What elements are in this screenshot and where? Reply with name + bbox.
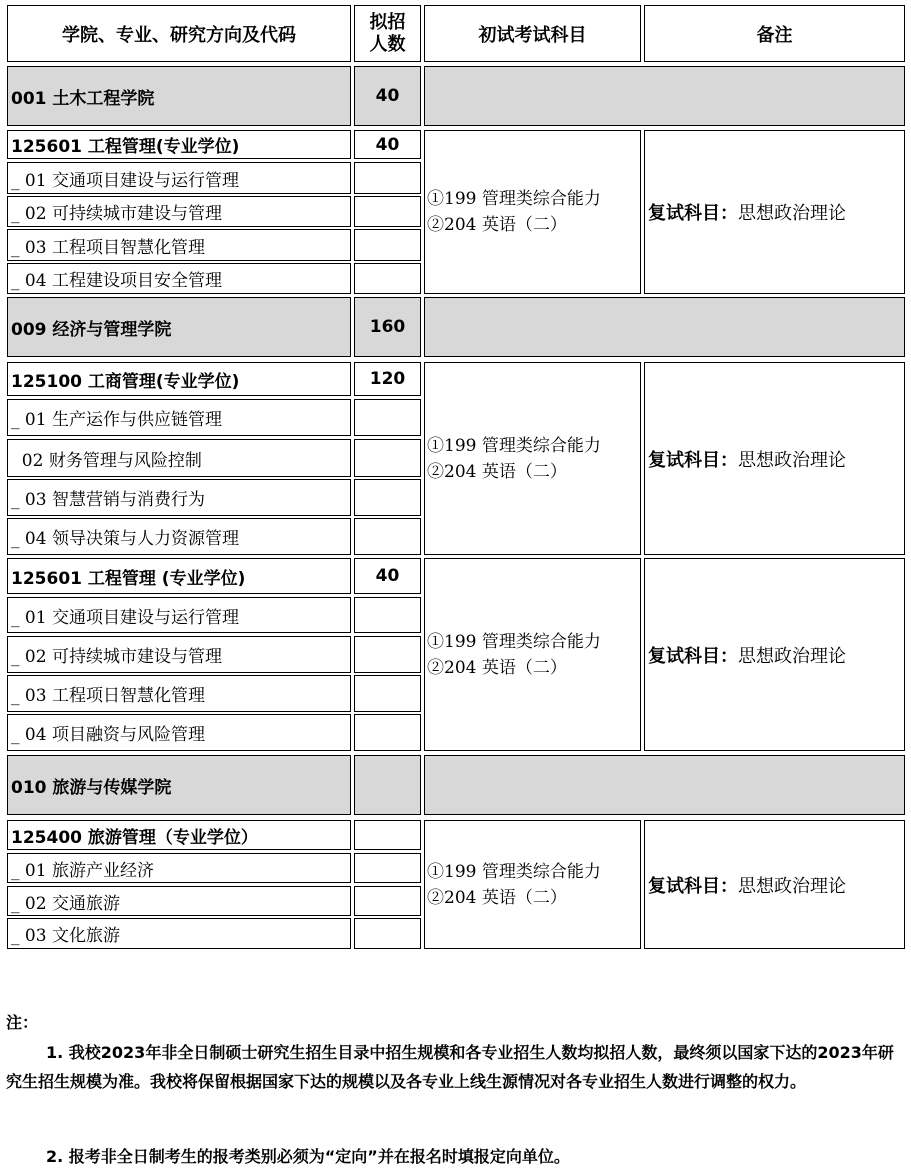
major-count	[354, 558, 421, 594]
header-exam-subjects-label: 初试考试科目	[478, 24, 587, 46]
college-title: 010 旅游与传媒学院	[11, 777, 172, 798]
direction-count	[354, 479, 421, 516]
direction-count	[354, 196, 421, 227]
major-title: 125400 旅游管理（专业学位）	[11, 827, 258, 848]
direction-row	[7, 853, 351, 883]
major-title: 125601 工程管理 (专业学位)	[11, 568, 246, 589]
direction-row	[7, 597, 351, 633]
remark-cell	[644, 820, 905, 949]
exam-subject-2: ②204 英语（二）	[427, 215, 567, 235]
direction-count	[354, 439, 421, 477]
exam-subject-1: ①199 管理类综合能力	[427, 189, 601, 209]
direction-row	[7, 518, 351, 555]
exam-subject-1: ①199 管理类综合能力	[427, 861, 601, 882]
remark-cell	[644, 130, 905, 294]
major-count	[354, 362, 421, 396]
direction-row	[7, 263, 351, 294]
college-blank-009	[424, 297, 905, 357]
remark-cell	[644, 558, 905, 751]
note-item-2: 2. 报考非全日制考生的报考类别必须为“定向”并在报名时填报定向单位。	[46, 1147, 570, 1166]
direction-count	[354, 162, 421, 194]
direction-label: _ 03 智慧营销与消费行为	[11, 490, 205, 510]
header-remarks-label: 备注	[756, 24, 793, 46]
major-title: 125100 工商管理(专业学位)	[11, 371, 240, 392]
header-remarks	[644, 5, 905, 62]
college-title: 009 经济与管理学院	[11, 319, 172, 340]
direction-label: _ 02 可持续城市建设与管理	[11, 647, 222, 667]
direction-row	[7, 399, 351, 436]
exam-subjects-cell	[424, 362, 641, 555]
remark-value: 思想政治理论	[738, 645, 846, 667]
college-blank-001	[424, 66, 905, 126]
direction-row	[7, 162, 351, 194]
direction-count	[354, 263, 421, 294]
remark-value: 思想政治理论	[738, 203, 846, 224]
remark-label: 复试科目：	[648, 203, 738, 224]
exam-subject-1: ①199 管理类综合能力	[427, 631, 601, 652]
remark-label: 复试科目：	[648, 645, 738, 667]
header-exam-subjects	[424, 5, 641, 62]
direction-label: _ 01 交通项目建设与运行管理	[11, 170, 239, 191]
direction-row	[7, 229, 351, 261]
direction-label: _ 01 生产运作与供应链管理	[11, 410, 222, 430]
exam-subjects-cell	[424, 558, 641, 751]
major-count-value: 40	[375, 566, 400, 586]
remark-value: 思想政治理论	[738, 875, 846, 897]
header-planned-count	[354, 5, 421, 62]
direction-row	[7, 886, 351, 916]
major-row	[7, 820, 351, 850]
college-row-010	[7, 755, 351, 815]
header-college-major-label: 学院、专业、研究方向及代码	[62, 24, 296, 46]
direction-row	[7, 439, 351, 477]
direction-label: _ 04 工程建设项目安全管理	[11, 271, 222, 291]
direction-label: _ 02 可持续城市建设与管理	[11, 204, 222, 224]
direction-label: _ 03 工程项日智慧化管理	[11, 686, 205, 706]
direction-count	[354, 675, 421, 712]
note-item-1: 1. 我校2023年非全日制硕士研究生招生目录中招生规模和各专业招生人数均拟招人数，最终须以国家下达的2023年研究生招生规模为准。我校将保留根据国家下达的规模以及各专业上线生源情况对各专业招生人数进行调整的权力。	[6, 1043, 894, 1091]
direction-label: _ 04 项目融资与风险管理	[11, 725, 205, 745]
header-college-major	[7, 5, 351, 62]
direction-count	[354, 853, 421, 883]
remark-cell	[644, 362, 905, 555]
major-row	[7, 130, 351, 159]
direction-count	[354, 636, 421, 673]
header-planned-count-line2: 人数	[369, 33, 406, 55]
direction-label: _ 04 领导决策与人力资源管理	[11, 529, 239, 549]
college-row-009	[7, 297, 351, 357]
direction-count	[354, 886, 421, 916]
direction-count	[354, 229, 421, 261]
exam-subject-2: ②204 英语（二）	[427, 461, 567, 482]
college-blank-010	[424, 755, 905, 815]
direction-label: _ 01 旅游产业经济	[11, 860, 154, 881]
major-count	[354, 130, 421, 159]
direction-label: 02 财务管理与风险控制	[11, 450, 202, 471]
major-count-value: 120	[369, 369, 406, 389]
direction-row	[7, 675, 351, 712]
major-row	[7, 558, 351, 594]
exam-subjects-cell	[424, 820, 641, 949]
remark-value: 思想政治理论	[738, 449, 846, 471]
exam-subject-2: ②204 英语（二）	[427, 657, 567, 678]
remark-label: 复试科目：	[648, 875, 738, 897]
direction-row	[7, 479, 351, 516]
direction-count	[354, 518, 421, 555]
remark-label: 复试科目：	[648, 449, 738, 471]
college-title: 001 土木工程学院	[11, 88, 155, 109]
college-count-001	[354, 66, 421, 126]
major-row	[7, 362, 351, 396]
exam-subject-1: ①199 管理类综合能力	[427, 435, 601, 456]
major-count-value: 40	[375, 134, 400, 155]
direction-row	[7, 636, 351, 673]
direction-label: _ 01 交通项目建设与运行管理	[11, 607, 239, 628]
direction-count	[354, 714, 421, 751]
direction-label: _ 03 工程项目智慧化管理	[11, 237, 205, 258]
college-count-010	[354, 755, 421, 815]
major-title: 125601 工程管理(专业学位)	[11, 137, 240, 157]
exam-subjects-cell	[424, 130, 641, 294]
college-count-009	[354, 297, 421, 357]
direction-count	[354, 399, 421, 436]
direction-label: _ 02 交通旅游	[11, 893, 120, 914]
college-row-001	[7, 66, 351, 126]
notes-title: 注：	[6, 1013, 39, 1032]
direction-label: _ 03 文化旅游	[11, 926, 120, 946]
major-count	[354, 820, 421, 850]
header-planned-count-line1: 拟招	[369, 11, 406, 33]
direction-count	[354, 918, 421, 949]
direction-row	[7, 714, 351, 751]
direction-count	[354, 597, 421, 633]
direction-row	[7, 918, 351, 949]
college-count: 40	[375, 86, 400, 106]
exam-subject-2: ②204 英语（二）	[427, 887, 567, 908]
college-count: 160	[369, 317, 406, 337]
direction-row	[7, 196, 351, 227]
